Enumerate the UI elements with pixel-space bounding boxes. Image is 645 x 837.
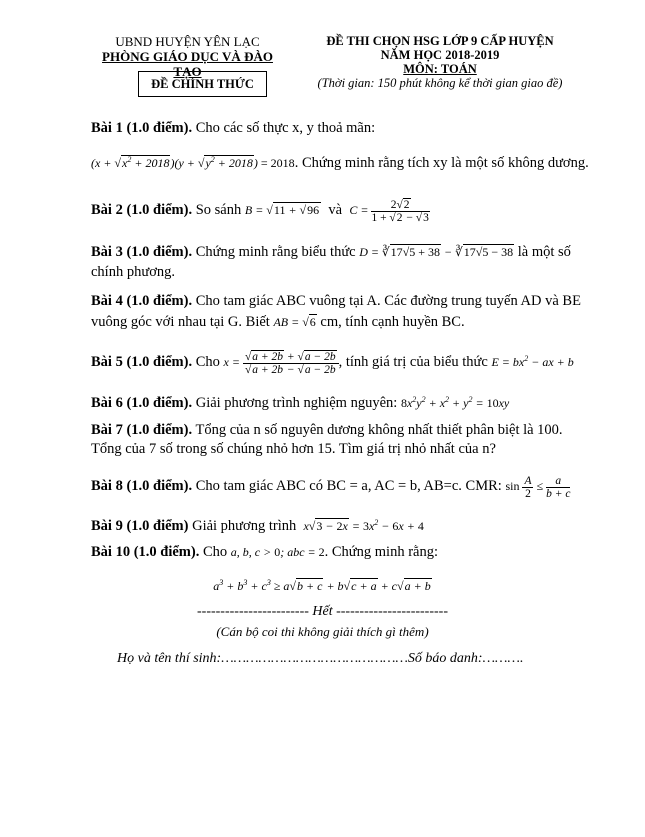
problem-4-formula: AB = √6 [273,315,316,329]
header-right [300,34,580,90]
problem-6-label: Bài 6 (1.0 điểm). [91,395,193,411]
problem-4-text: Cho tam giác ABC vuông tại A. Các đường trung tuyến AD và BE [195,293,581,309]
problem-4-text-b: vuông góc với nhau tại G. Biết [91,314,270,330]
problem-3-line2 [91,263,175,281]
school-year: NĂM HỌC 2018-2019 [380,48,500,62]
problem-8-formula: sin $\frac{A}{2}$ ≤ $\frac{a}{b + c}$ [505,474,571,500]
problem-1-claim: . Chứng minh rằng tích xy là một số không dương. [294,155,589,171]
problem-4-text-c: cm, tính cạnh huyền BC. [320,314,465,330]
problem-7-line1 [91,421,563,439]
problem-10-condition: a, b, c > 0; abc = 2 [230,545,325,559]
problem-3-text: Chứng minh rằng biểu thức [195,244,356,260]
problem-6-formula: $8x^2y^2 + x^2 + y^2 = 10xy$ [400,395,510,410]
problem-8-label: Bài 8 (1.0 điểm). [91,478,193,494]
problem-5-text-b: , tính giá trị của biểu thức [338,354,488,370]
exam-title: ĐỀ THI CHỌN HSG LỚP 9 CẤP HUYỆN [326,34,554,48]
problem-6 [91,391,509,412]
problem-2-C: C = $\frac{2√2}{1 + √2 - √3}$ [349,198,429,224]
problem-1-formula: $(x + √x^2 + 2018)(y + √y^2 + 2018) = 2018$ [91,155,295,170]
proctor-note: (Cán bộ coi thi không giải thích gì thêm) [216,624,429,639]
problem-7-line2 [91,440,496,458]
problem-7-text-b: Tổng của 7 số trong số chúng nhỏ hơn 15. Tìm giá trị nhỏ nhất của n? [91,441,496,457]
problem-4-line2 [91,313,465,331]
department-name: PHÒNG GIÁO DỤC VÀ ĐÀO TẠO [102,49,273,79]
problem-9-formula: $x√3 - 2x = 3x^2 - 6x + 4$ [303,518,424,533]
problem-3-formula: D = ∛17√5 + 38 − ∛17√5 − 38 [359,245,514,259]
problem-1-line2 [91,151,589,172]
problem-10 [91,543,438,561]
problem-10-label: Bài 10 (1.0 điểm). [91,544,200,560]
problem-9 [91,514,424,535]
official-stamp-box: ĐỀ CHÍNH THỨC [138,71,267,97]
problem-10-text: Cho [202,544,228,560]
problem-7-label: Bài 7 (1.0 điểm). [91,422,193,438]
time-note: (Thời gian: 150 phút không kể thời gian giao đề) [317,76,563,90]
problem-3-label: Bài 3 (1.0 điểm). [91,244,193,260]
problem-4-line1 [91,292,581,310]
candidate-info: Họ và tên thí sinh:………………………………………Số báo danh:………. [117,651,524,666]
problem-9-label: Bài 9 (1.0 điểm) [91,518,189,534]
problem-1-label: Bài 1 (1.0 điểm). [91,120,193,136]
problem-2-label: Bài 2 (1.0 điểm). [91,202,193,218]
problem-5 [91,341,574,380]
problem-6-text: Giải phương trình nghiệm nguyên: [195,395,398,411]
problem-8-text: Cho tam giác ABC có BC = a, AC = b, AB=c. CMR: [195,478,502,494]
problem-1-line1 [91,119,375,137]
problem-2 [91,196,430,224]
problem-10-inequality-row [0,574,645,595]
problem-8 [91,470,570,502]
problem-3-text-b: là một số [517,244,571,260]
problem-2-and: và [328,202,343,218]
problem-5-label: Bài 5 (1.0 điểm). [91,354,193,370]
problem-7-text: Tổng của n số nguyên dương không nhất thiết phân biệt là 100. [195,422,563,438]
problem-5-text: Cho [195,354,220,370]
problem-5-E-formula: $E = bx^2$ − ax + b [491,354,574,369]
problem-3-line1 [91,243,571,261]
problem-4-label: Bài 4 (1.0 điểm). [91,293,193,309]
problem-5-x-formula: x = $\frac{√a + 2b + √a - 2b}{√a + 2b - √a - 2b}$ [224,355,339,369]
subject: MÔN: TOÁN [403,62,477,76]
problem-3-text-c: chính phương. [91,264,175,280]
end-marker: ------------------------ Hết ------------------------ [197,604,448,619]
problem-9-text: Giải phương trình [192,518,297,534]
problem-1-text: Cho các số thực x, y thoả mãn: [195,120,376,136]
problem-2-B: B = √11 + √96 [244,203,320,217]
problem-10-inequality: $a^3 + b^3 + c^3 \ge a√b + c + b√c + a + c√a + b$ [213,578,431,593]
problem-10-text-b: . Chứng minh rằng: [324,544,439,560]
district-name: UBND HUYỆN YÊN LẠC [115,34,260,49]
problem-2-text: So sánh [195,202,242,218]
